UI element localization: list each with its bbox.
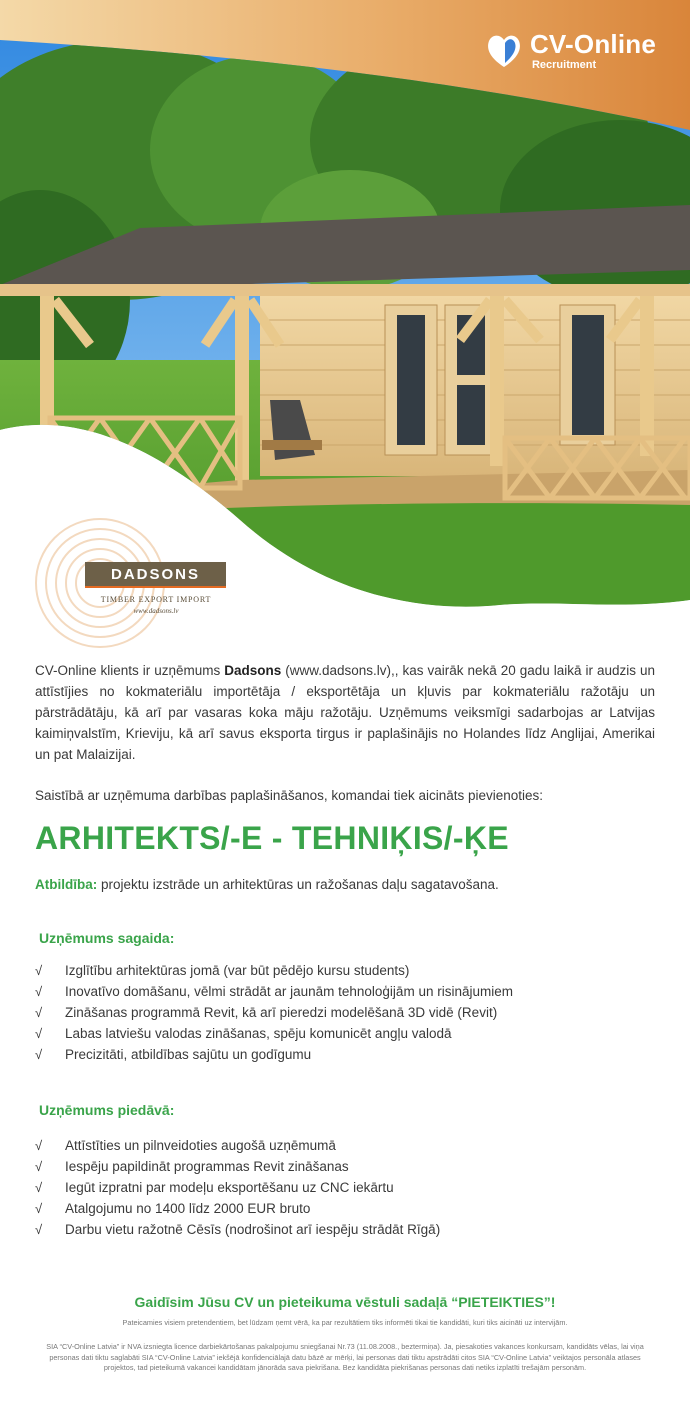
offer-text: Atalgojumu no 1400 līdz 2000 EUR bruto	[65, 1201, 311, 1216]
check-icon: √	[35, 1180, 43, 1195]
offer-text: Iegūt izpratni par modeļu eksportēšanu uz CNC iekārtu	[65, 1180, 394, 1195]
intro-after: (www.dadsons.lv),, kas vairāk nekā 20 gadu laikā ir audzis un attīstījies no kokmateriālu importētāja / eksportētāja un kļuvis par kokmateriālu ražotāju un pārstrādātāju, kā arī par vasaras koka māju ražotāju. Uzņēmums veiksmīgi sadarbojas ar Latvijas kaimiņvalstīm, Krieviju, kā arī savus eksporta tirgus ir paplašinājis no Holandes līdz Anglijai, Amerikai un pat Malaizijai.	[35, 663, 655, 762]
brand-name: CV-Online	[529, 29, 656, 59]
requirement-text: Inovatīvo domāšanu, vēlmi strādāt ar jaunām tehnoloģijām un risinājumiem	[65, 984, 513, 999]
list-item	[35, 1177, 655, 1198]
requirement-text: Labas latviešu valodas zināšanas, spēju komunicēt angļu valodā	[65, 1026, 452, 1041]
intro-paragraph	[35, 660, 655, 765]
offer-text: Iespēju papildināt programmas Revit zināšanas	[65, 1159, 349, 1174]
list-item	[35, 1044, 655, 1065]
intro-before: CV-Online klients ir uzņēmums	[35, 663, 225, 678]
offer-list	[35, 1135, 655, 1240]
dadsons-logo	[34, 527, 212, 637]
cv-online-logo	[484, 30, 656, 72]
check-icon: √	[35, 1201, 43, 1216]
check-icon: √	[35, 1222, 43, 1237]
cv-online-heart-icon	[484, 31, 524, 71]
requirement-text: Zināšanas programmā Revit, kā arī pieredzi modelēšanā 3D vidē (Revit)	[65, 1005, 498, 1020]
dadsons-name: DADSONS	[85, 562, 226, 588]
list-item	[35, 1219, 655, 1240]
requirements-list	[35, 960, 655, 1065]
list-item	[35, 1023, 655, 1044]
brand-subtitle: Recruitment	[531, 59, 597, 71]
hero-image	[0, 0, 690, 650]
responsibility	[35, 877, 655, 892]
check-icon: √	[35, 1026, 43, 1041]
list-item	[35, 981, 655, 1002]
list-item	[35, 1198, 655, 1219]
list-item	[35, 1156, 655, 1177]
list-item	[35, 1135, 655, 1156]
responsibility-label: Atbildība:	[35, 877, 98, 892]
company-name: Dadsons	[224, 663, 282, 678]
intro-section	[35, 660, 655, 806]
fine-print-license: SIA “CV-Online Latvia” ir NVA izsniegta licence darbiekārtošanas pakalpojumu sniegšanai Nr.73 (11.08.2008., beztermiņa). Ja, piesakoties vakances konkursam, kandidāts vēlas, lai viņa personas dati tiktu saglabāti SIA “CV-Online Latvia” iekšējā konfidenciālajā datu bāzē ar mērķi, lai personas dati tiktu apstrādāti citos SIA “CV-Online Latvia” veiktajos personāla atlases projektos, tad pieteikumā vakancei kandidātam jānorāda sava piekrišana. Bez kandidāta piekrišanas personas dati netiks izplatīti trešajām personām.	[46, 1342, 644, 1372]
responsibility-text: projektu izstrāde un arhitektūras un ražošanas daļu sagatavošana.	[97, 877, 499, 892]
offer-text: Attīstīties un pilnveidoties augošā uzņēmumā	[65, 1138, 336, 1153]
job-title: ARHITEKTS/-E - TEHNIĶIS/-ĶE	[35, 820, 509, 856]
check-icon: √	[35, 1138, 43, 1153]
lead-text: Saistībā ar uzņēmuma darbības paplašināšanos, komandai tiek aicināts pievienoties:	[35, 788, 544, 803]
list-item	[35, 1002, 655, 1023]
fine-print-candidates: Pateicamies visiem pretendentiem, bet lūdzam ņemt vērā, ka par rezultātiem tiks informēti tikai tie kandidāti, kuri tiks aicināti uz intervijām.	[122, 1318, 568, 1327]
check-icon: √	[35, 1047, 43, 1062]
requirement-text: Precizitāti, atbildības sajūtu un godīgumu	[65, 1047, 312, 1062]
requirements-heading: Uzņēmums sagaida:	[39, 930, 175, 946]
dadsons-tagline: TIMBER EXPORT IMPORT	[100, 595, 212, 604]
offer-heading: Uzņēmums piedāvā:	[39, 1102, 175, 1118]
check-icon: √	[35, 1159, 43, 1174]
requirement-text: Izglītību arhitektūras jomā (var būt pēdējo kursu students)	[65, 963, 410, 978]
list-item	[35, 960, 655, 981]
check-icon: √	[35, 963, 43, 978]
apply-call-to-action: Gaidīsim Jūsu CV un pieteikuma vēstuli sadaļā “PIETEIKTIES”!	[134, 1294, 556, 1310]
offer-text: Darbu vietu ražotnē Cēsīs (nodrošinot arī iespēju strādāt Rīgā)	[65, 1222, 441, 1237]
check-icon: √	[35, 984, 43, 999]
dadsons-url: www.dadsons.lv	[133, 607, 179, 615]
check-icon: √	[35, 1005, 43, 1020]
